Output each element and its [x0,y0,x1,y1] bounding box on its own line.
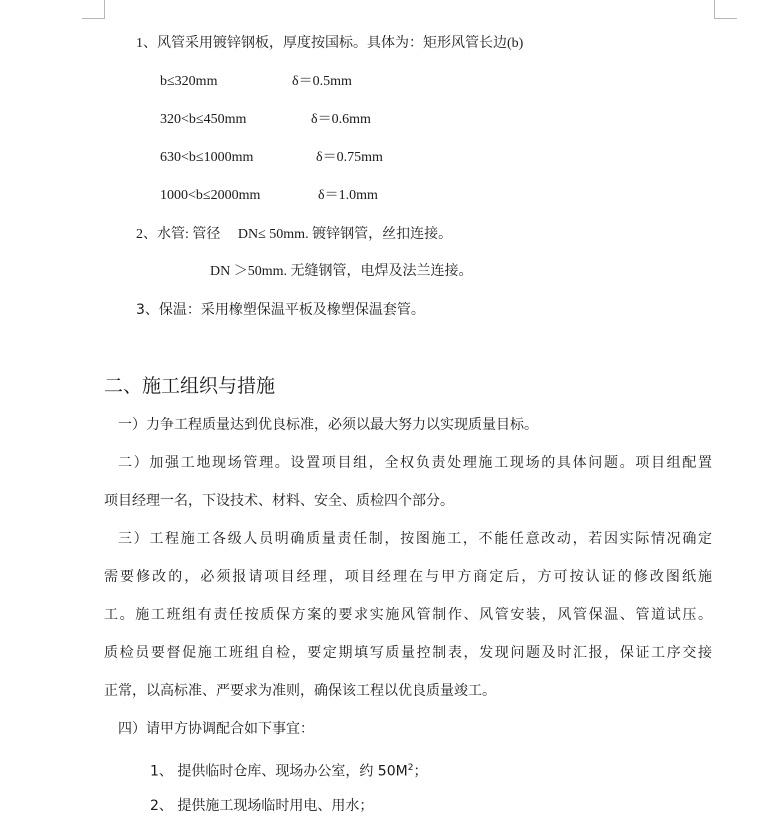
paragraph-3-line-3: 工。施工班组有责任按质保方案的要求实施风管制作、风管安装，风管保温、管道试压。 [104,607,712,623]
request-item-1-superscript: 2 [407,763,414,773]
paragraph-3-line-5: 正常，以高标准、严要求为准则，确保该工程以优良质量竣工。 [104,683,496,699]
insulation-line: 3、保温：采用橡塑保温平板及橡塑保温套管。 [136,302,425,318]
spec-thickness-2: δ＝0.6mm [311,112,371,127]
spec-range-2: 320<b≤450mm [160,112,247,127]
request-item-1-end: ； [413,763,428,780]
water-pipe-large-line: DN ＞50mm. 无缝钢管，电焊及法兰连接。 [210,264,473,279]
spec-thickness-3: δ＝0.75mm [316,150,383,165]
paragraph-2-line-2: 项目经理一名，下设技术、材料、安全、质检四个部分。 [104,493,454,509]
spec-thickness-4: δ＝1.0mm [318,188,378,203]
spec-range-1: b≤320mm [160,74,218,89]
section-heading: 二、施工组织与措施 [104,375,276,397]
paragraph-3-line-1: 三）工程施工各级人员明确质量责任制，按图施工，不能任意改动，若因实际情况确定 [118,531,712,547]
paragraph-1: 一）力争工程质量达到优良标准，必须以最大努力以实现质量目标。 [118,417,538,433]
request-item-2: 2、 提供施工现场临时用电、用水； [150,798,374,814]
page-corner-mark-right [714,0,737,19]
request-item-1 [150,758,427,782]
water-pipe-line: 2、水管: 管径 DN≤ 50mm. 镀锌钢管，丝扣连接。 [136,227,453,242]
request-item-1-text: 1、 提供临时仓库、现场办公室，约 50M [150,763,408,780]
paragraph-3-line-2: 需要修改的，必须报请项目经理，项目经理在与甲方商定后，方可按认证的修改图纸施 [104,569,712,585]
duct-material-line: 1、风管采用镀锌钢板，厚度按国标。具体为：矩形风管长边(b) [136,36,524,51]
paragraph-2-line-1: 二）加强工地现场管理。设置项目组，全权负责处理施工现场的具体问题。项目组配置 [118,455,712,471]
paragraph-4: 四）请甲方协调配合如下事宜： [118,721,314,737]
spec-range-3: 630<b≤1000mm [160,150,254,165]
spec-thickness-1: δ＝0.5mm [292,74,352,89]
paragraph-3-line-4: 质检员要督促施工班组自检，要定期填写质量控制表，发现问题及时汇报，保证工序交接 [104,645,712,661]
spec-range-4: 1000<b≤2000mm [160,188,261,203]
page-corner-mark-left [82,0,105,19]
